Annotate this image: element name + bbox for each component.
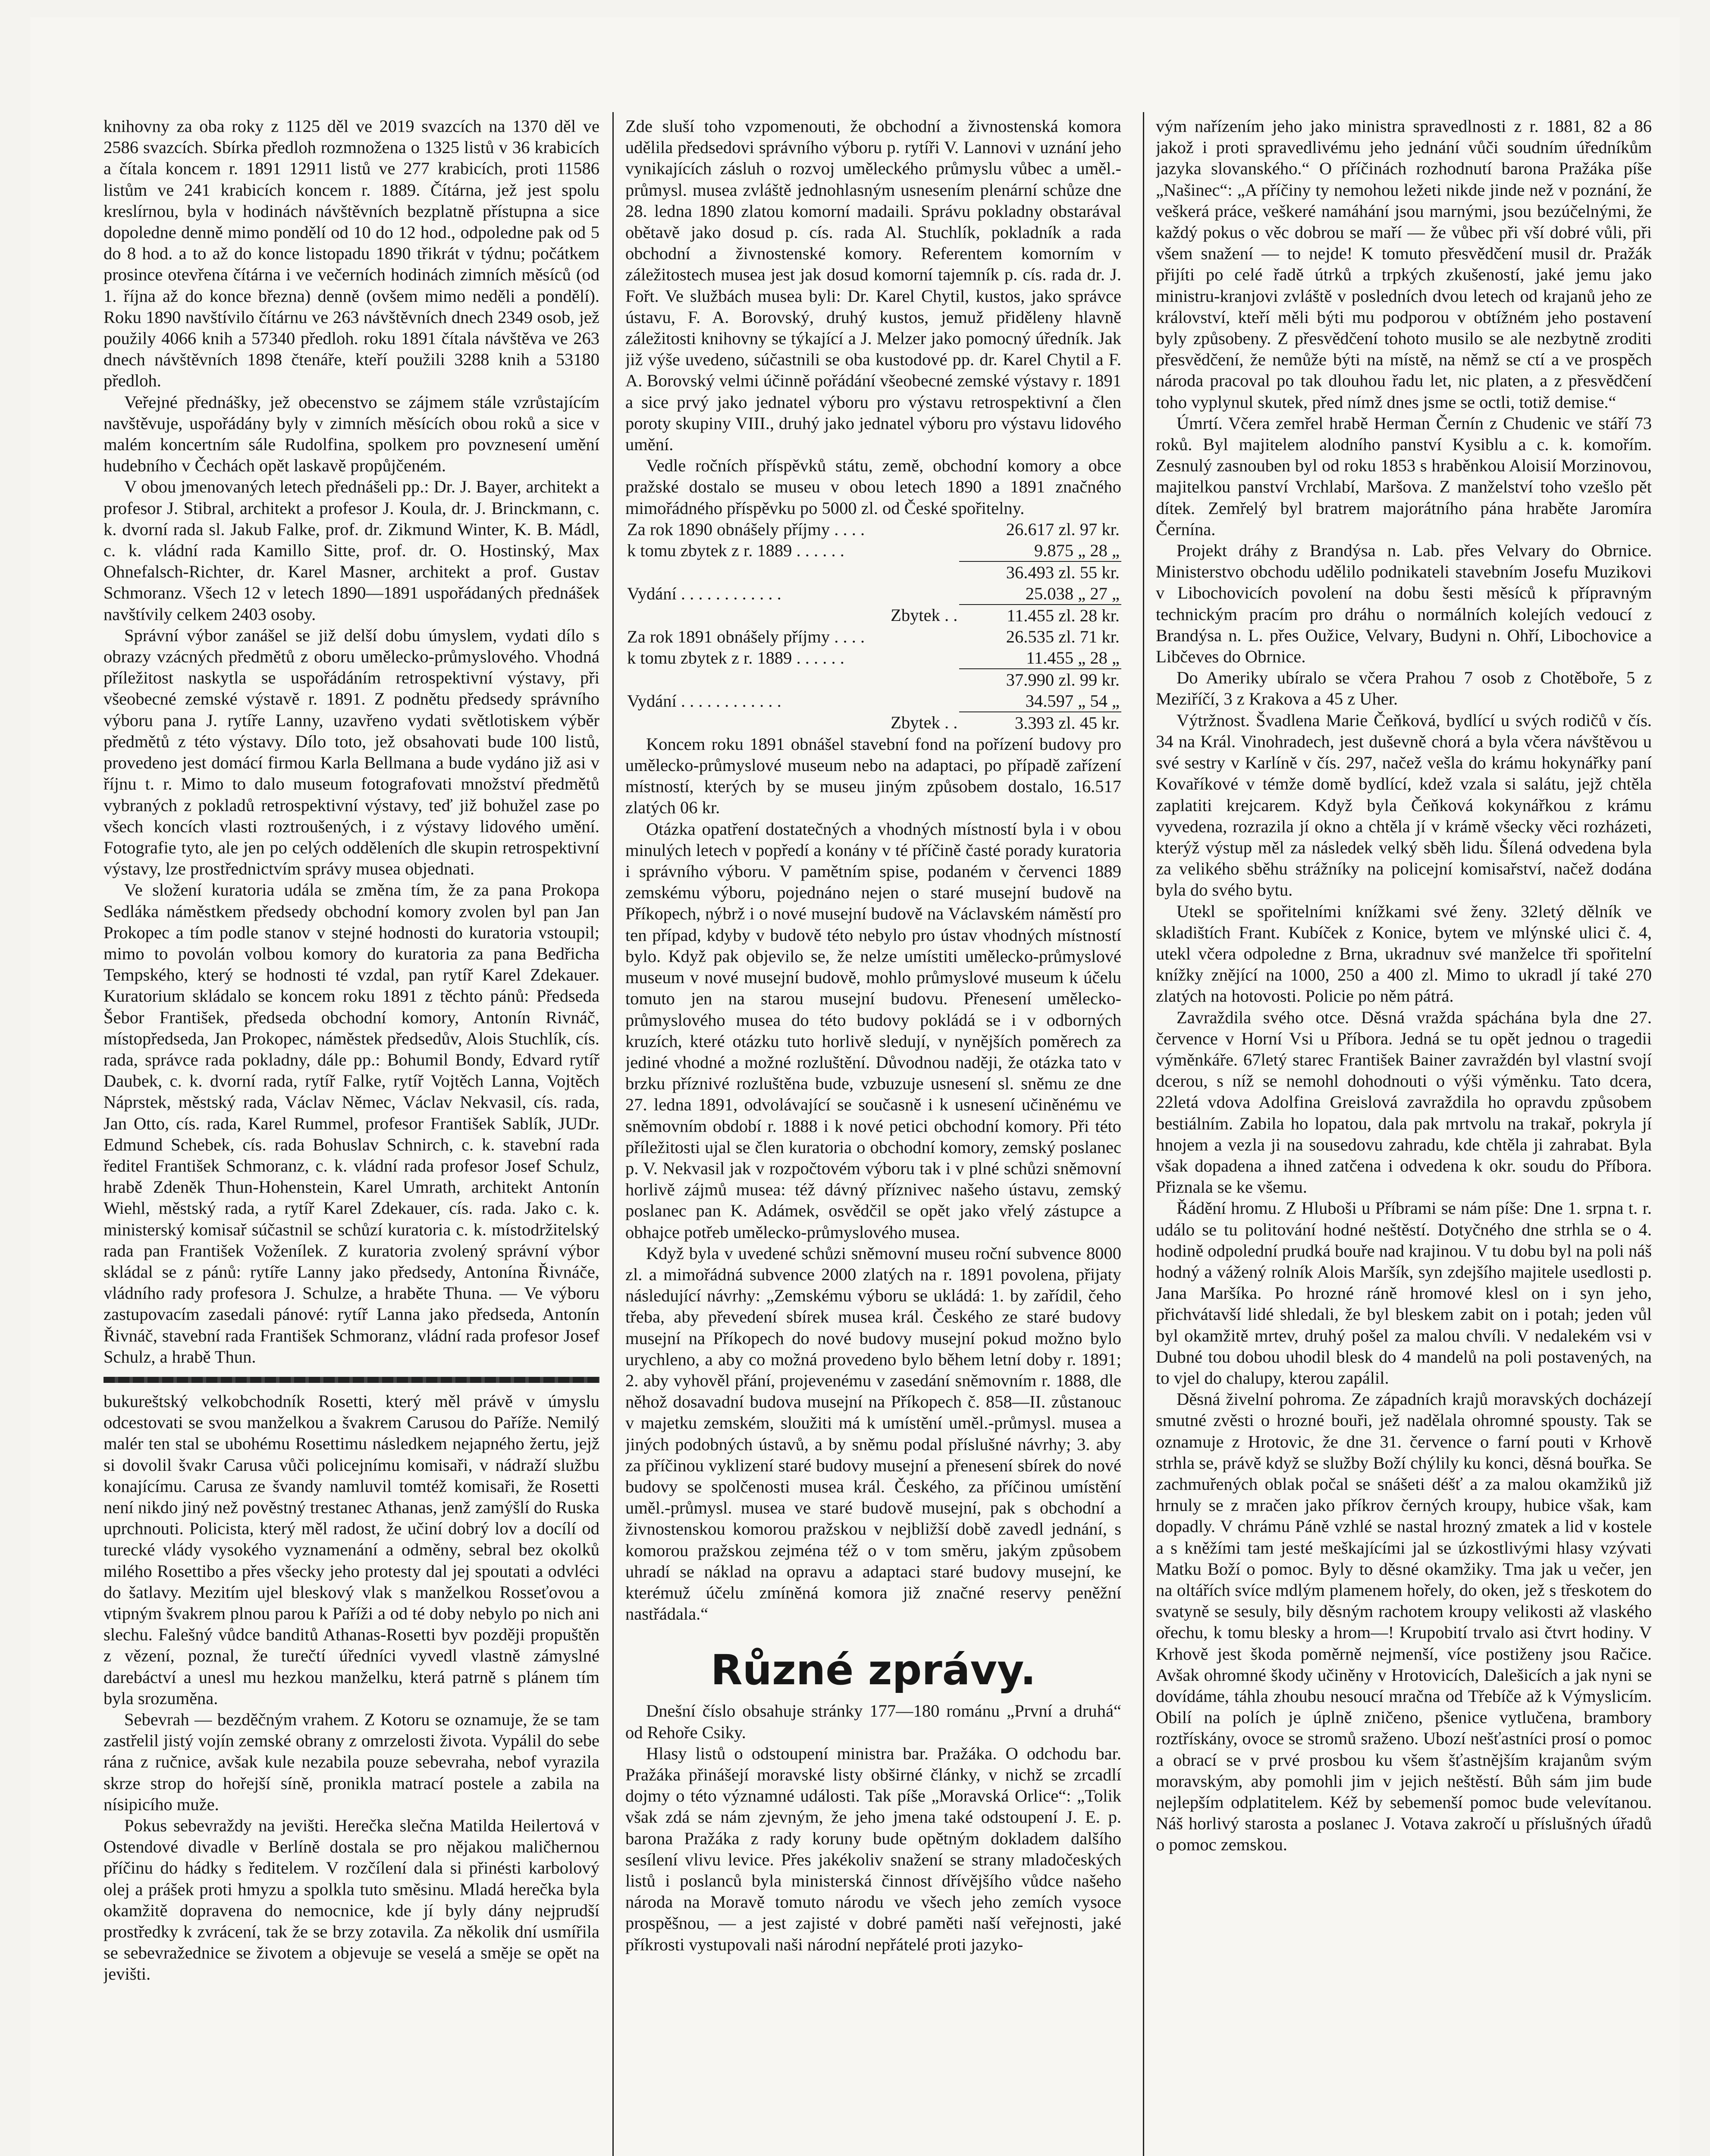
article-paragraph: Vedle ročních příspěvků státu, země, obchodní komory a obce pražské dostalo se museu v obou letech 1890 a 1891 značného mimořádného příspěvku po 5000 zl. od České spořitelny. [625,456,1121,518]
finance-table [625,519,1121,733]
section-divider [104,1377,599,1383]
news-item: Pokus sebevraždy na jevišti. Herečka slečna Matilda Heilertová v Ostendové divadle v Berlíně dostala se pro nějakou maličhernou příčinu do hádky s ředitelem. V rozčílení dala si přinésti karbolový olej a prášek proti hmyzu a spolkla tuto směsinu. Mladá herečka byla okamžitě dopravena do nemocnice, kde jí byly dány nejprudší prostředky k zvrácení, tak že se brzy zotavila. Za několik dní usmířila se sebevražednice se životem a objevuje se veselá a směje se opět na jevišti. [104,1816,599,1984]
finance-label: Vydání . . . . . . . . . . . . [627,691,781,711]
finance-amount: 37.990 zl. 99 kr. [959,669,1121,690]
finance-row [625,690,1121,712]
finance-label: k tomu zbytek z r. 1889 . . . . . . [627,648,844,668]
finance-row [625,583,1121,605]
article-paragraph: Správní výbor zanášel se již delší dobu úmyslem, vydati dílo s obrazy vzácných předmětů z oboru umělecko-průmyslového. Vhodná příležitost naskytla se uspořádáním retrospektivní výstavy, při všeobecné zemské výstavě r. 1891. Z podnětu předsedy správního výboru pana J. rytíře Lanny, uzavřeno vydati světlotiskem výběr předmětů z této výstavy. Dílo toto, jež obsahovati bude 100 listů, provedeno jest domácí firmou Karla Bellmana a bude vydáno již asi v říjnu t. r. Mimo to dalo museum fotografovati množství předmětů vybraných z pokladů retrospektivní výstavy, teď již bohužel zase po všech koncích vlasti roztroušených, i z výstavy lidového umění. Fotografie tyto, ale jen po celých odděleních dle skupin retrospektivní výstavy, lze prostřednictvím správy musea objednati. [104,625,599,879]
column-3 [1156,116,1652,2156]
finance-label: Za rok 1890 obnášely příjmy . . . . [627,519,865,539]
finance-label [625,669,959,690]
article-paragraph: Ve složení kuratoria udála se změna tím, že za pana Prokopa Sedláka náměstkem předsedy obchodní komory zvolen byl pan Jan Prokopec a tím podle stanov v stejné hodnosti do kuratoria vstoupil; mimo to povolán volbou komory do kuratoria za pana Bedřicha Tempského, který se hodnosti té vzdal, pan rytíř Karel Zdekauer. Kuratorium skládalo se koncem roku 1891 z těchto pánů: Předseda Šebor František, předseda obchodní komory, Antonín Rivnáč, místopředseda, Jan Prokopec, náměstek předsedův, Alois Stuchlík, cís. rada, správce rada pokladny, dále pp.: Bohumil Bondy, Edvard rytíř Daubek, c. k. dvorní rada, rytíř Falke, rytíř Vojtěch Lanna, Vojtěch Náprstek, městský rada, Václav Němec, Václav Nekvasil, cís. rada, Jan Otto, cís. rada, Karel Rummel, profesor František Sablík, JUDr. Edmund Schebek, cís. rada Bohuslav Schnirch, c. k. stavební rada ředitel František Schmoranz, c. k. vládní rada profesor Josef Schulz, hrabě Zdeněk Thun-Hohenstein, Karel Umrath, architekt Antonín Wiehl, městský rada, a rytíř Karel Zdekauer, cís. rada. Jako c. k. ministerský komisař súčastnil se schůzí kuratoria c. k. místodržitelský rada pan František Voženílek. Z kuratoria zvolený správní výbor skládal se z pánů: rytíře Lanny jako předsedy, Antonína Řivnáče, vládního rady profesora J. Schulze, a hraběte Thuna. — Ve výboru zastupovacím zasedali pánové: rytíř Lanna jako předseda, Antonín Řivnáč, stavební rada František Schmoranz, vládní rada profesor Josef Schulz, a hrabě Thun. [104,880,599,1366]
article-paragraph: Veřejné přednášky, jež obecenstvo se zájmem stále vzrůstajícím navštěvuje, uspořádány byly v zimních měsících obou roků a sice v malém koncertním sále Rudolfina, spolkem pro povznesení umění hudebního v Čechách opět laskavě propůjčeném. [104,392,599,476]
article-paragraph: Když byla v uvedené schůzi sněmovní museu roční subvence 8000 zl. a mimořádná subvence 2000 zlatých na r. 1891 povolena, přijaty následující návrhy: „Zemskému výboru se ukládá: 1. by zařídil, čeho třeba, aby převedení sbírek musea král. Českého ze staré budovy musejní na Příkopech do nové budovy musejní pokud možno bylo urychleno, a aby co možná provedeno bylo během letní doby r. 1891; 2. aby vyhověl přání, projevenému v zasedání sněmovním r. 1888, dle něhož dosavadní budova musejní na Příkopech č. 858—II. zůstanouc v majetku zemském, sloužiti má k umístění uměl.-průmysl. musea a jiných podobných ústavů, a by sněmu podal příslušné návrhy; 3. aby za příčinou vyklizení staré budovy musejní a přenesení sbírek do nové budovy se spolčenosti musea král. Českého, za příčinou umístění uměl.-průmysl. musea ve staré budově musejní, pak s obchodní a živnostenskou komorou pražskou v nejbližší době zavedl jednání, s komorou pražskou zejména též o v tom směru, jakým způsobem uhradí se náklad na opravu a adaptaci staré budovy musejní, ke kterémuž účelu zmíněná komora již značné reservy peněžní nastřádala.“ [625,1243,1121,1624]
article-paragraph: knihovny za oba roky z 1125 děl ve 2019 svazcích na 1370 děl ve 2586 svazcích. Sbírka předloh rozmnožena o 1325 listů v 36 krabicích a čítala koncem r. 1891 12911 listů ve 277 krabicích, proti 11586 listům ve 241 krabicích koncem r. 1889. Čítárna, jež jest spolu kreslírnou, byla v hodinách návštěvních bezplatně přístupna a sice dopoledne denně mimo pondělí od 10 do 12 hod., odpoledne pak od 5 do 8 hod. a to až do konce listopadu 1890 třikrát v týdnu; počátkem prosince otevřena čítárna i ve večerních hodinách zimních měsíců (od 1. října až do konce března) denně (ovšem mimo neděli a pondělí). Roku 1890 navštívilo čítárnu ve 263 návštěvních dnech 2349 osob, jež použily 4066 knih a 57340 předloh. roku 1891 čítala návštěva ve 263 dnech návštěvních 1898 čtenáře, kteří použili 3288 knih a 53180 předloh. [104,116,599,391]
article-paragraph: Otázka opatření dostatečných a vhodných místností byla i v obou minulých letech v popředí a konány v té příčině časté porady kuratoria i správního výboru. V pamětním spise, podaném v červenci 1889 zemskému výboru, pojednáno nejen o staré musejní budově na Příkopech, nýbrž i o nové musejní budově na Václavském náměstí pro ten případ, kdyby v budově této nebylo pro ústav vhodných místností bylo. Když pak objevilo se, že nelze umístiti umělecko-průmyslové museum v nové musejní budově, mohlo průmyslové museum k účelu tomuto jen na starou musejní budovu. Přenesení umělecko-průmyslového musea do této budovy pokládá se i v odborných kruzích, které otázku tuto horlivě sledují, v nynějších poměrech za jediné vhodné a možné rozluštění. Důvodnou naději, že otázka tato v brzku příznivé rozluštěna bude, vzbuzuje usnesení sl. sněmu ze dne 27. ledna 1891, odvolávající se současně i k usnesení učiněnému ve sněmovním období r. 1888 i k nové petici obchodní komory. Při této příležitosti ujal se člen kuratoria o obchodní komory, zemský poslanec p. V. Nekvasil jak v rozpočtovém výboru tak i v plné schůzi sněmovní horlivě zájmů musea: též dávný příznivec našeho ústavu, zemský poslanec pan K. Adámek, osvědčil se opět jako vřelý zástupce a obhajce potřeb umělecko-průmyslového musea. [625,819,1121,1242]
finance-amount: 9.875 „ 28 „ [1034,540,1120,560]
finance-amount: 26.617 zl. 97 kr. [1006,519,1120,539]
column-divider [612,112,614,2156]
article-paragraph: Koncem roku 1891 obnášel stavební fond na pořízení budovy pro umělecko-průmyslové museum nebo na adaptaci, po případě zařízení místností, kterých by se museu jiným způsobem dostalo, 16.517 zlatých 06 kr. [625,734,1121,818]
finance-row [625,647,1121,669]
column-divider [1143,112,1144,2156]
finance-amount: 25.038 „ 27 „ [1025,583,1120,603]
column-1 [104,116,599,2156]
finance-row [625,669,1121,690]
finance-amount: 36.493 zl. 55 kr. [959,561,1121,583]
news-item: Sebevrah — bezděčným vrahem. Z Kotoru se oznamuje, že se tam zastřelil jistý vojín zemské obrany z omrzelosti života. Vypálil do sebe rána z ručnice, avšak kule nezabila pouze sebevraha, nebof vyrazila skrze strop do hořejší síně, pronikla matrací postele a zabila na nísipicího muže. [104,1710,599,1814]
column-2 [625,116,1121,2156]
news-item: Hlasy listů o odstoupení ministra bar. Pražáka. O odchodu bar. Pražáka přinášejí moravské listy obširné články, v nichž se zrcadlí dojmy o této významné události. Tak píše „Moravská Orlice“: „Tolik však zdá se nám zjevným, že jeho jmena také odstoupení J. E. p. barona Pražáka z rady koruny bude opětným dokladem dalšího sesílení vlivu levice. Přes jakékoliv snažení se strany mladočeských listů i poslanců byla ministerská činnost dřívějšího vůdce našeho národa na Moravě tomuto národu ve všech jeho zemích vysoce prospěšnou, — a jest zajisté v dobré paměti naší veřejnosti, jaké příkrosti vystupovali naši národní nepřátelé proti jazyko- [625,1743,1121,1954]
news-item: bukureštský velkobchodník Rosetti, který měl právě v úmyslu odcestovati se svou manželkou a švakrem Carusou do Paříže. Nemilý malér ten stal se ubohému Rosettimu následkem nejapného žertu, jejž si dovolil švakr Carusa vůči policejnímu komisaři, v nádraží službu konajícímu. Carusa ze švandy namluvil tomtéž komisaři, že Rosetti není nikdo jiný než pověstný trestanec Athanas, jenž zamýšlí do Ruska uprchnouti. Policista, který měl radost, že učiní dobrý lov a docílí od turecké vlády vysokého vyznamenání a odměny, sebral bez okolků milého Rosettibo a přes všecky jeho protesty dal jej spoutati a odvléci do šatlavy. Mezitím ujel bleskový vlak s manželkou Rosseťovou a vtipným švakrem plnou parou k Paříži a od té doby nebylo po nich ani slechu. Falešný vůdce banditů Athanas-Rosetti byv později propuštěn z vězení, poznal, že turečtí úředníci vyvedl vlastně zámyslné darebáctví a unesl mu hezkou manželku, která patrně s plánem tím byla srozuměna. [104,1391,599,1708]
news-item: vým nařízením jeho jako ministra spravedlnosti z r. 1881, 82 a 86 jakož i proti spravedlivému jeho jednání vůči soudním úředníkům jazyka slovanského.“ O příčinách rozhodnutí barona Pražáka píše „Našinec“: „A příčiny ty nemohou ležeti nikde jinde než v poznání, že veškerá práce, veškeré namáhání jsou marnými, jsou bezúčelnými, že každý pokus o věc dobrou se maří — že vůbec při vší dobré vůli, při všem snažení — to nejde! K tomuto přesvědčení musil dr. Pražák přijíti po celé řadě útrků a trpkých zkušeností, jaké jemu jako ministru-kranjovi zvláště v posledních dvou letech od krajanů jeho ze království, kteří měli býti mu podporou v obtížném jeho postavení byly způsobeny. Z přesvědčení tohoto musilo se ale nezbytně zroditi přesvědčení, že nemůže býti na místě, na němž se ctí a ve prospěch národa pracoval po tak dlouhou řadu let, nic platen, a z přesvědčení toho vyplynul skutek, před nímž dnes jsme se octli, totiž demise.“ [1156,116,1652,412]
news-item: Dnešní číslo obsahuje stránky 177—180 románu „První a druhá“ od Rehoře Csiky. [625,1701,1121,1742]
article-paragraph: Zde sluší toho vzpomenouti, že obchodní a živnostenská komora udělila předsedovi správního výboru p. rytíři V. Lannovi v uznání jeho vynikajících zásluh o rozvoj uměleckého průmyslu vůbec a uměl.-průmysl. musea zvláště jednohlasným usnesením plenární schůze dne 28. ledna 1890 zlatou komorní madaili. Správu pokladny obstarával obětavě jako dosud p. cís. rada Al. Stuchlík, pokladník a rada obchodní a živnostenské komory. Referentem komorním v záležitostech musea jest jak dosud komorní tajemník p. cís. rada dr. J. Fořt. Ve službách musea byli: Dr. Karel Chytil, kustos, jako správce ústavu, F. A. Borovský, druhý kustos, jemuž přiděleny hlavně záležitosti knihovny se týkající a J. Melzer jako pomocný úředník. Jak již výše uvedeno, súčastnili se oba kustodové pp. dr. Karel Chytil a F. A. Borovský velmi účinně pořádání všeobecné zemské výstavy r. 1891 a sice prvý jako jednatel výboru pro výstavu retrospektivní a člen poroty skupiny VIII., druhý jako jednatel výboru pro výstavu lidového umění. [625,116,1121,454]
finance-label: Vydání . . . . . . . . . . . . [627,584,781,604]
finance-label: Zbytek . . [891,713,958,733]
news-item: Děsná živelní pohroma. Ze západních krajů moravských docházejí smutné zvěsti o hrozné bouři, jež nadělala ohromné spousty. Tak se oznamuje z Hrotovic, že dne 31. července o farní pouti v Krhově strhla se, právě když se služby Boží chýlily ku konci, děsná bouřka. Se zachmuřených oblak počal se snášeti déšť a za malou okamžiků již hrnuly se z mračen jako příkrov černých kroupy, hubice však, kam dopadly. V chrámu Páně vzhlé se nastal hrozný zmatek a lid v kostele a s kněžími tam jesté meškajícími jal se úzkostlivými hlasy vzývati Matku Boží o pomoc. Byly to děsné okamžiky. Tma jak u večer, jen na oltářích svíce mdlým plamenem hořely, do oken, jež s třeskotem do svatyně se sesuly, bily děsným rachotem kroupy velikosti až vlaského ořechu, k tomu blesky a hrom—! Krupobití trvalo asi čtvrt hodiny. V Krhově jest škoda poměrně nejmenší, více postiženy jsou Račice. Avšak ohromné škody učiněny v Hrotovicích, Dalešicích a jak nyni se dovídáme, táhla zhoubu nesoucí mračna od Třebíče až k Výmyslicím. Obilí na polích je úplně zničeno, pšenice vytlučena, brambory roztřískány, ovoce se stromů sraženo. Ubozí nešťastníci prosí o pomoc a obrací se v prvé prosbou ku všem šťastnějším krajanům svým moravským, aby pomohli jim v jejich neštěstí. Bůh sám jim bude nejlepším odplatitelem. Kéž by sebemenší pomoc bude velevítanou. Náš horlivý starosta a poslanec J. Votava zakročí u příslušných úřadů o pomoc zemskou. [1156,1389,1652,1855]
finance-label: Za rok 1891 obnášely příjmy . . . . [627,627,865,646]
finance-row [625,605,1121,626]
finance-amount: 34.597 „ 54 „ [1025,691,1120,711]
finance-row [625,626,1121,647]
finance-amount: 26.535 zl. 71 kr. [1006,627,1120,646]
news-item: Projekt dráhy z Brandýsa n. Lab. přes Velvary do Obrnice. Ministerstvo obchodu udělilo podnikateli stavebním Josefu Muzikovi v Libochovicích povolení na dobu šesti měsíců k přípravným technickým pracím pro dráhu o normálních kolejích vedoucí z Brandýsa n. L. přes Oužice, Velvary, Budyni n. Ohří, Libochovice a Libčeves do Obrnice. [1156,541,1652,667]
finance-label [625,561,959,583]
finance-row [625,540,1121,561]
news-item: Výtržnost. Švadlena Marie Čeňková, bydlící u svých rodičů v čís. 34 na Král. Vinohradech, jest duševně chorá a byla včera návštěvou u své sestry v Karlíně v čís. 297, načež vešla do krámu hokynářky paní Kovaříkové v témže domě bydlící, kdež vzala si salátu, jejž chtěla zaplatiti krejcarem. Když byla Čeňková kokynářkou z krámu vyvedena, rozrazila jí okno a chtěla jí v krámě všecky věci rozházeti, kterýž výstup měl za následek velký sběh lidu. Šílená odvedena byla za velikého sběhu strážníky na policejní komisařství, načež dodána byla do svého bytu. [1156,710,1652,900]
news-item: Do Ameriky ubíralo se včera Prahou 7 osob z Chotěboře, 5 z Meziříčí, 3 z Krakova a 45 z Uher. [1156,668,1652,709]
finance-label: k tomu zbytek z r. 1889 . . . . . . [627,541,844,561]
article-paragraph: V obou jmenovaných letech přednášeli pp.: Dr. J. Bayer, architekt a profesor J. Stibral, architekt a profesor J. Koula, dr. J. Brinckmann, c. k. dvorní rada sl. Jakub Falke, prof. dr. Zikmund Winter, K. B. Mádl, c. k. vládní rada Kamillo Sitte, prof. dr. O. Hostinský, Max Ohnefalsch-Richter, dr. Karel Masner, architekt a prof. Gustav Schmoranz. Všech 12 v letech 1890—1891 uspořádaných přednášek navštívily celkem 2403 osoby. [104,477,599,624]
finance-label: Zbytek . . [891,605,958,625]
news-item: Zavraždila svého otce. Děsná vražda spáchána byla dne 27. července v Horní Vsi u Příbora. Jedná se tu opět jednou o tragedii výměnkáře. 67letý starec František Bainer zavraždén byl vlastní svojí dcerou, s níž se nemohl dohodnouti o výši výměnku. Tato dcera, 22letá vdova Adolfina Greislová zavraždila ho opravdu způsobem bestiálním. Zabila ho lopatou, dala pak mrtvolu na trakař, pokryla jí hnojem a vezla ji na sousedovu zahradu, kde chtěla ji zahrabat. Byla však dopadena a ihned zatčena i odvedena k okr. soudu do Příbora. Přiznala se ke všemu. [1156,1007,1652,1197]
finance-row [625,561,1121,583]
news-item: Utekl se spořitelními knížkami své ženy. 32letý dělník ve skladištích Frant. Kubíček z Konice, bytem ve mlýnské ulici č. 4, utekl včera odpoledne z Brna, ukradnuv své manželce tři spořitelní knížky znějící na 1000, 250 a 400 zl. Mimo to ukradl jí také 270 zlatých na hotovosti. Policie po něm pátrá. [1156,901,1652,1006]
section-heading: Různé zprávy. [710,1646,1036,1695]
finance-row [625,712,1121,733]
news-item: Řádění hromu. Z Hluboši u Příbrami se nám píše: Dne 1. srpna t. r. událo se tu politování hodné neštěstí. Dotyčného dne strhla se o 4. hodině odpolední prudká bouře nad krajinou. V tu dobu byl na poli náš hodný a vážený rolník Alois Maršík, syn zdejšího majitele usedlosti p. Jana Maršíka. Po hrozné ráně hromové klesl on i syn jeho, přichvátavší lidé shledali, že byl bleskem zabit on i potah; jeden vůl byl okamžitě mrtev, druhý pošel za malou chvíli. V nedalekém vsi v Dubné tou dobou uhodil blesk do 4 mandelů na poli postavených, na to vjel do chalupy, kterou zapálil. [1156,1198,1652,1388]
finance-amount: 11.455 zl. 28 kr. [959,605,1121,626]
news-item: Úmrtí. Včera zemřel hrabě Herman Černín z Chudenic ve stáří 73 roků. Byl majitelem alodního panství Kysiblu a c. k. komořím. Zesnulý zasnouben byl od roku 1853 s hraběnkou Aloisií Morzinovou, majitelkou panství Vrchlabí, Maršova. Z manželství toho vzešlo pět dítek. Zemřelý byl bratrem majorátního pána hraběte Jaromíra Černína. [1156,413,1652,539]
finance-amount: 11.455 „ 28 „ [1026,648,1120,667]
finance-amount: 3.393 zl. 45 kr. [959,712,1121,733]
finance-row [625,519,1121,540]
